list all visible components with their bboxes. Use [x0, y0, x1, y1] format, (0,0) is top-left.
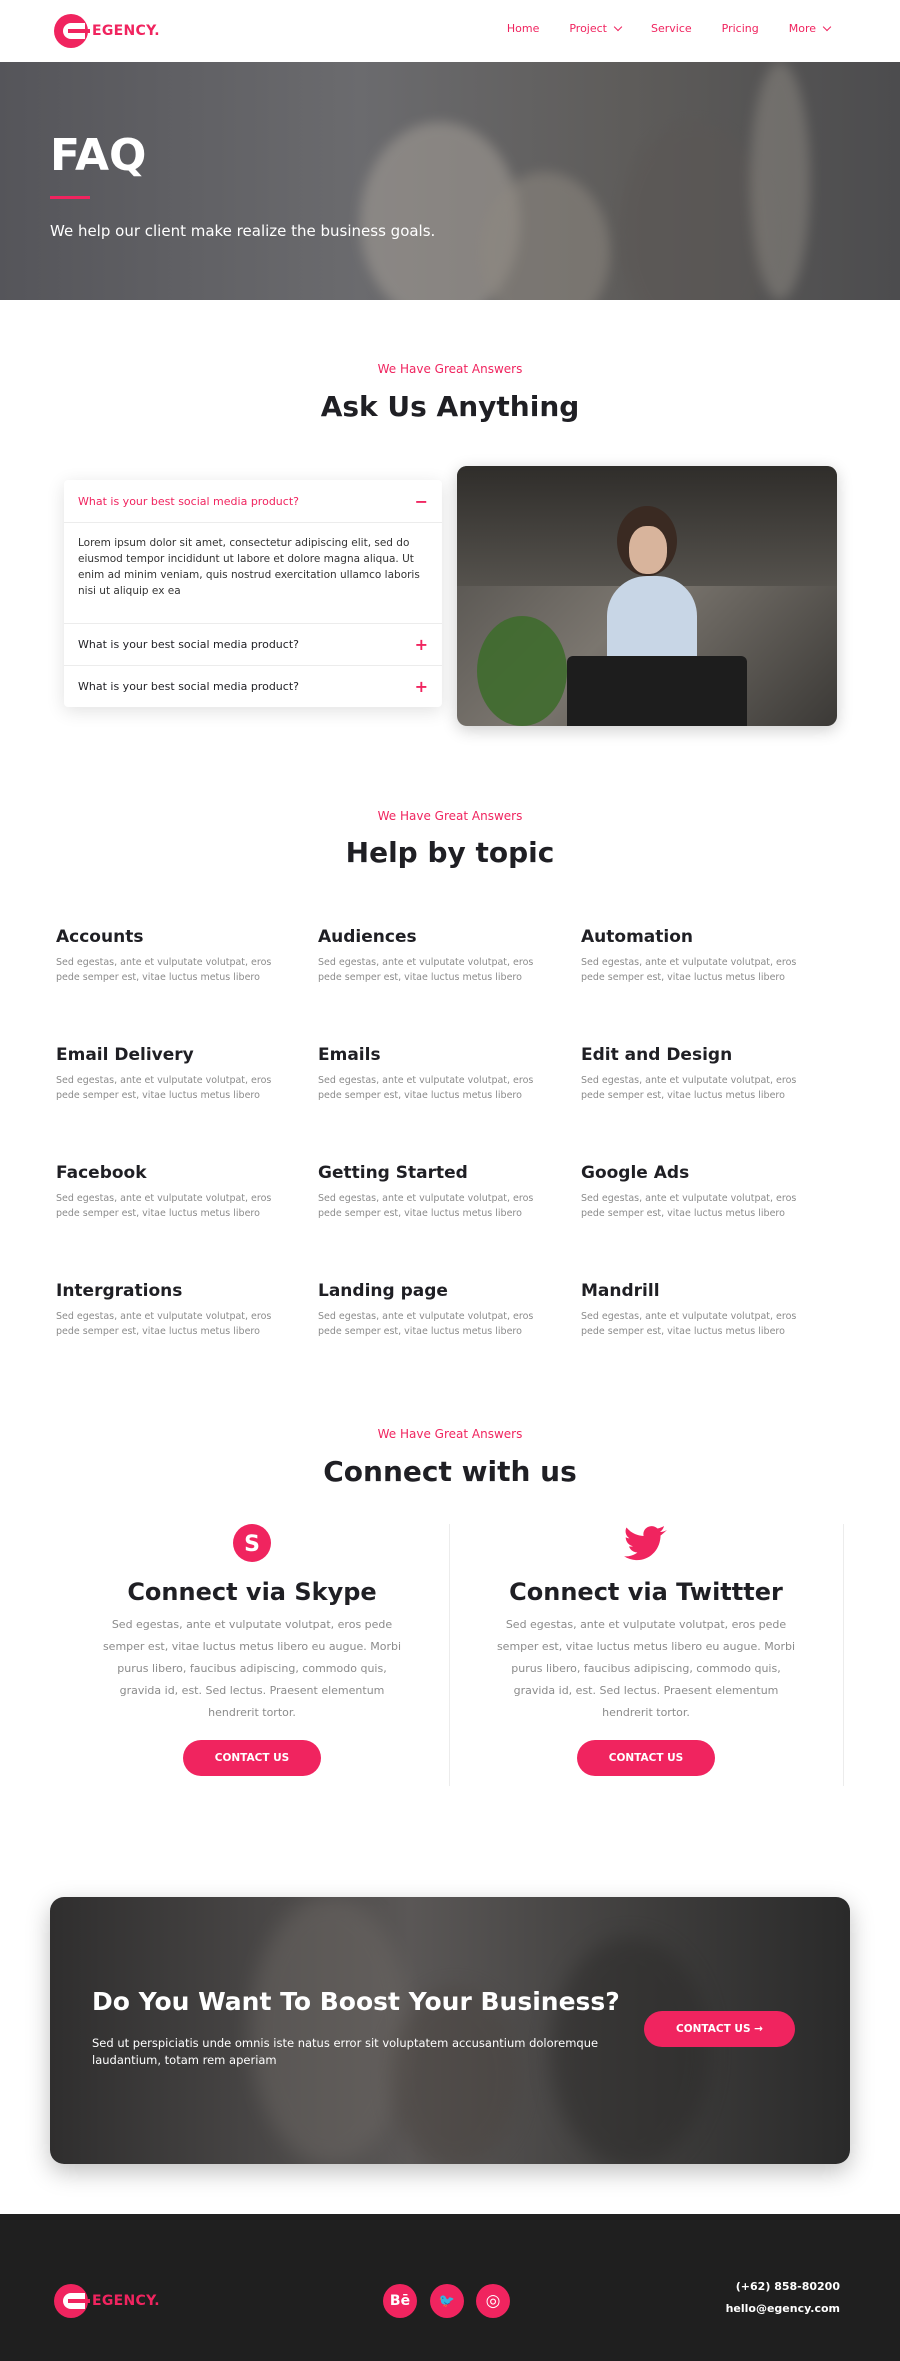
nav-link-pricing[interactable]: Pricing — [721, 22, 759, 35]
topic-desc: Sed egestas, ante et vulputate volutpat, eros pede semper est, vitae luctus metus libero — [581, 1193, 797, 1219]
topic-desc: Sed egestas, ante et vulputate volutpat, eros pede semper est, vitae luctus metus libero — [318, 1075, 534, 1101]
hero-subtitle: We help our client make realize the business goals. — [50, 222, 436, 240]
cta-title: Do You Want To Boost Your Business? — [92, 1987, 620, 2016]
topics-title: Help by topic — [345, 836, 555, 869]
plus-icon: + — [414, 677, 428, 696]
connect-card-skype — [56, 1522, 448, 1776]
title-underline — [50, 196, 90, 199]
chevron-down-icon — [614, 22, 622, 30]
divider — [843, 1524, 844, 1786]
topic-desc: Sed egestas, ante et vulputate volutpat, eros pede semper est, vitae luctus metus libero — [56, 1311, 272, 1337]
footer-email[interactable]: hello@egency.com — [725, 2302, 840, 2315]
logo-mark-icon — [54, 14, 88, 48]
connect-card-title: Connect via Skype — [127, 1578, 377, 1606]
faq-item[interactable] — [64, 665, 442, 707]
topic-title: Getting Started — [318, 1163, 468, 1183]
faq-item[interactable] — [64, 623, 442, 665]
minus-icon: − — [414, 491, 428, 511]
connect-kicker: We Have Great Answers — [377, 1427, 523, 1441]
topic-title: Facebook — [56, 1163, 147, 1183]
topic-desc: Sed egestas, ante et vulputate volutpat, eros pede semper est, vitae luctus metus libero — [56, 957, 272, 983]
topic-desc: Sed egestas, ante et vulputate volutpat, eros pede semper est, vitae luctus metus libero — [581, 1075, 797, 1101]
topic-desc: Sed egestas, ante et vulputate volutpat, eros pede semper est, vitae luctus metus libero — [318, 1311, 534, 1337]
twitter-icon — [623, 1522, 669, 1564]
page-title: FAQ — [50, 130, 147, 181]
twitter-icon[interactable]: 🐦 — [430, 2284, 464, 2318]
faq-accordion — [64, 480, 442, 707]
logo-mark-icon — [54, 2284, 88, 2318]
contact-us-button[interactable]: CONTACT US — [577, 1740, 716, 1776]
nav-link-project-label: Project — [569, 22, 607, 35]
top-navbar — [0, 0, 900, 62]
topic-card[interactable] — [318, 1045, 538, 1103]
topic-title: Edit and Design — [581, 1045, 733, 1065]
topic-card[interactable] — [318, 927, 538, 985]
topics-kicker: We Have Great Answers — [377, 809, 523, 823]
ask-title: Ask Us Anything — [320, 390, 580, 423]
cta-contact-button[interactable]: CONTACT US → — [644, 2011, 795, 2047]
cta-banner — [50, 1897, 850, 2164]
topic-title: Landing page — [318, 1281, 448, 1301]
topic-card[interactable] — [581, 1281, 801, 1339]
hero-photo-window — [750, 62, 810, 300]
topic-desc: Sed egestas, ante et vulputate volutpat, eros pede semper est, vitae luctus metus libero — [318, 1193, 534, 1219]
topic-title: Email Delivery — [56, 1045, 194, 1065]
topic-desc: Sed egestas, ante et vulputate volutpat, eros pede semper est, vitae luctus metus libero — [56, 1075, 272, 1101]
topic-title: Google Ads — [581, 1163, 690, 1183]
brand-logo[interactable] — [54, 14, 160, 48]
footer-phone[interactable]: (+62) 858-80200 — [735, 2280, 840, 2293]
topic-title: Audiences — [318, 927, 417, 947]
faq-question: What is your best social media product? — [78, 680, 299, 693]
topic-desc: Sed egestas, ante et vulputate volutpat, eros pede semper est, vitae luctus metus libero — [581, 957, 797, 983]
dribbble-icon[interactable]: ◎ — [476, 2284, 510, 2318]
topic-card[interactable] — [56, 1281, 276, 1339]
office-photo — [457, 466, 837, 726]
photo-laptop — [567, 656, 747, 726]
topic-card[interactable] — [56, 927, 276, 985]
topic-card[interactable] — [581, 1045, 801, 1103]
svg-text:S: S — [244, 1532, 260, 1557]
topic-desc: Sed egestas, ante et vulputate volutpat, eros pede semper est, vitae luctus metus libero — [581, 1311, 797, 1337]
faq-item-open[interactable] — [64, 480, 442, 522]
footer-contact — [726, 2276, 840, 2320]
nav-link-service[interactable]: Service — [650, 22, 692, 35]
plus-icon: + — [414, 635, 428, 654]
topic-title: Accounts — [56, 927, 144, 947]
behance-icon[interactable]: Bē — [383, 2284, 417, 2318]
topic-card[interactable] — [56, 1045, 276, 1103]
brand-name: EGENCY. — [92, 23, 160, 39]
photo-person-face — [629, 526, 667, 574]
nav-link-more[interactable] — [789, 22, 830, 35]
topic-card[interactable] — [581, 1163, 801, 1221]
topic-card[interactable] — [56, 1163, 276, 1221]
cta-photo-figure — [250, 1897, 410, 2164]
hero-banner — [0, 62, 900, 300]
topic-desc: Sed egestas, ante et vulputate volutpat, eros pede semper est, vitae luctus metus libero — [318, 957, 534, 983]
topic-desc: Sed egestas, ante et vulputate volutpat, eros pede semper est, vitae luctus metus libero — [56, 1193, 272, 1219]
nav-link-project[interactable] — [569, 22, 621, 35]
faq-question: What is your best social media product? — [78, 494, 299, 508]
footer — [0, 2214, 900, 2361]
topic-title: Emails — [318, 1045, 381, 1065]
nav-link-home[interactable]: Home — [506, 22, 540, 35]
cta-subtitle: Sed ut perspiciatis unde omnis iste natus error sit voluptatem accusantium doloremque laudantium, totam rem aperiam — [92, 2036, 599, 2067]
topic-card[interactable] — [318, 1281, 538, 1339]
faq-answer: Lorem ipsum dolor sit amet, consectetur adipiscing elit, sed do eiusmod tempor incididunt ut labore et dolore magna aliqua. Ut enim ad minim veniam, quis nostrud exercitation ullamco laboris nisi ut aliquip ex ea — [64, 522, 442, 623]
connect-card-title: Connect via Twittter — [509, 1578, 783, 1606]
chevron-down-icon — [823, 22, 831, 30]
footer-logo[interactable] — [54, 2284, 160, 2318]
topic-title: Mandrill — [581, 1281, 660, 1301]
faq-question: What is your best social media product? — [78, 638, 299, 651]
connect-card-twitter — [450, 1522, 842, 1776]
hero-photo-figure — [620, 122, 770, 300]
ask-kicker: We Have Great Answers — [377, 362, 523, 376]
skype-icon — [231, 1522, 273, 1564]
connect-card-desc: Sed egestas, ante et vulputate volutpat, eros pede semper est, vitae luctus metus libero eu augue. Morbi purus libero, faucibus adipiscing, commodo quis, gravida id, est. Sed lectus. Praesent elementum hendrerit tortor. — [496, 1618, 796, 1719]
footer-brand-name: EGENCY. — [92, 2293, 160, 2309]
nav-links — [507, 22, 830, 35]
nav-link-more-label: More — [788, 22, 816, 35]
connect-card-desc: Sed egestas, ante et vulputate volutpat, eros pede semper est, vitae luctus metus libero eu augue. Morbi purus libero, faucibus adipiscing, commodo quis, gravida id, est. Sed lectus. Praesent elementum hendrerit tortor. — [102, 1618, 402, 1719]
photo-plant — [477, 616, 567, 726]
topic-title: Automation — [581, 927, 693, 947]
topic-card[interactable] — [581, 927, 801, 985]
contact-us-button[interactable]: CONTACT US — [183, 1740, 322, 1776]
topic-title: Intergrations — [56, 1281, 183, 1301]
connect-title: Connect with us — [323, 1455, 577, 1488]
topic-card[interactable] — [318, 1163, 538, 1221]
